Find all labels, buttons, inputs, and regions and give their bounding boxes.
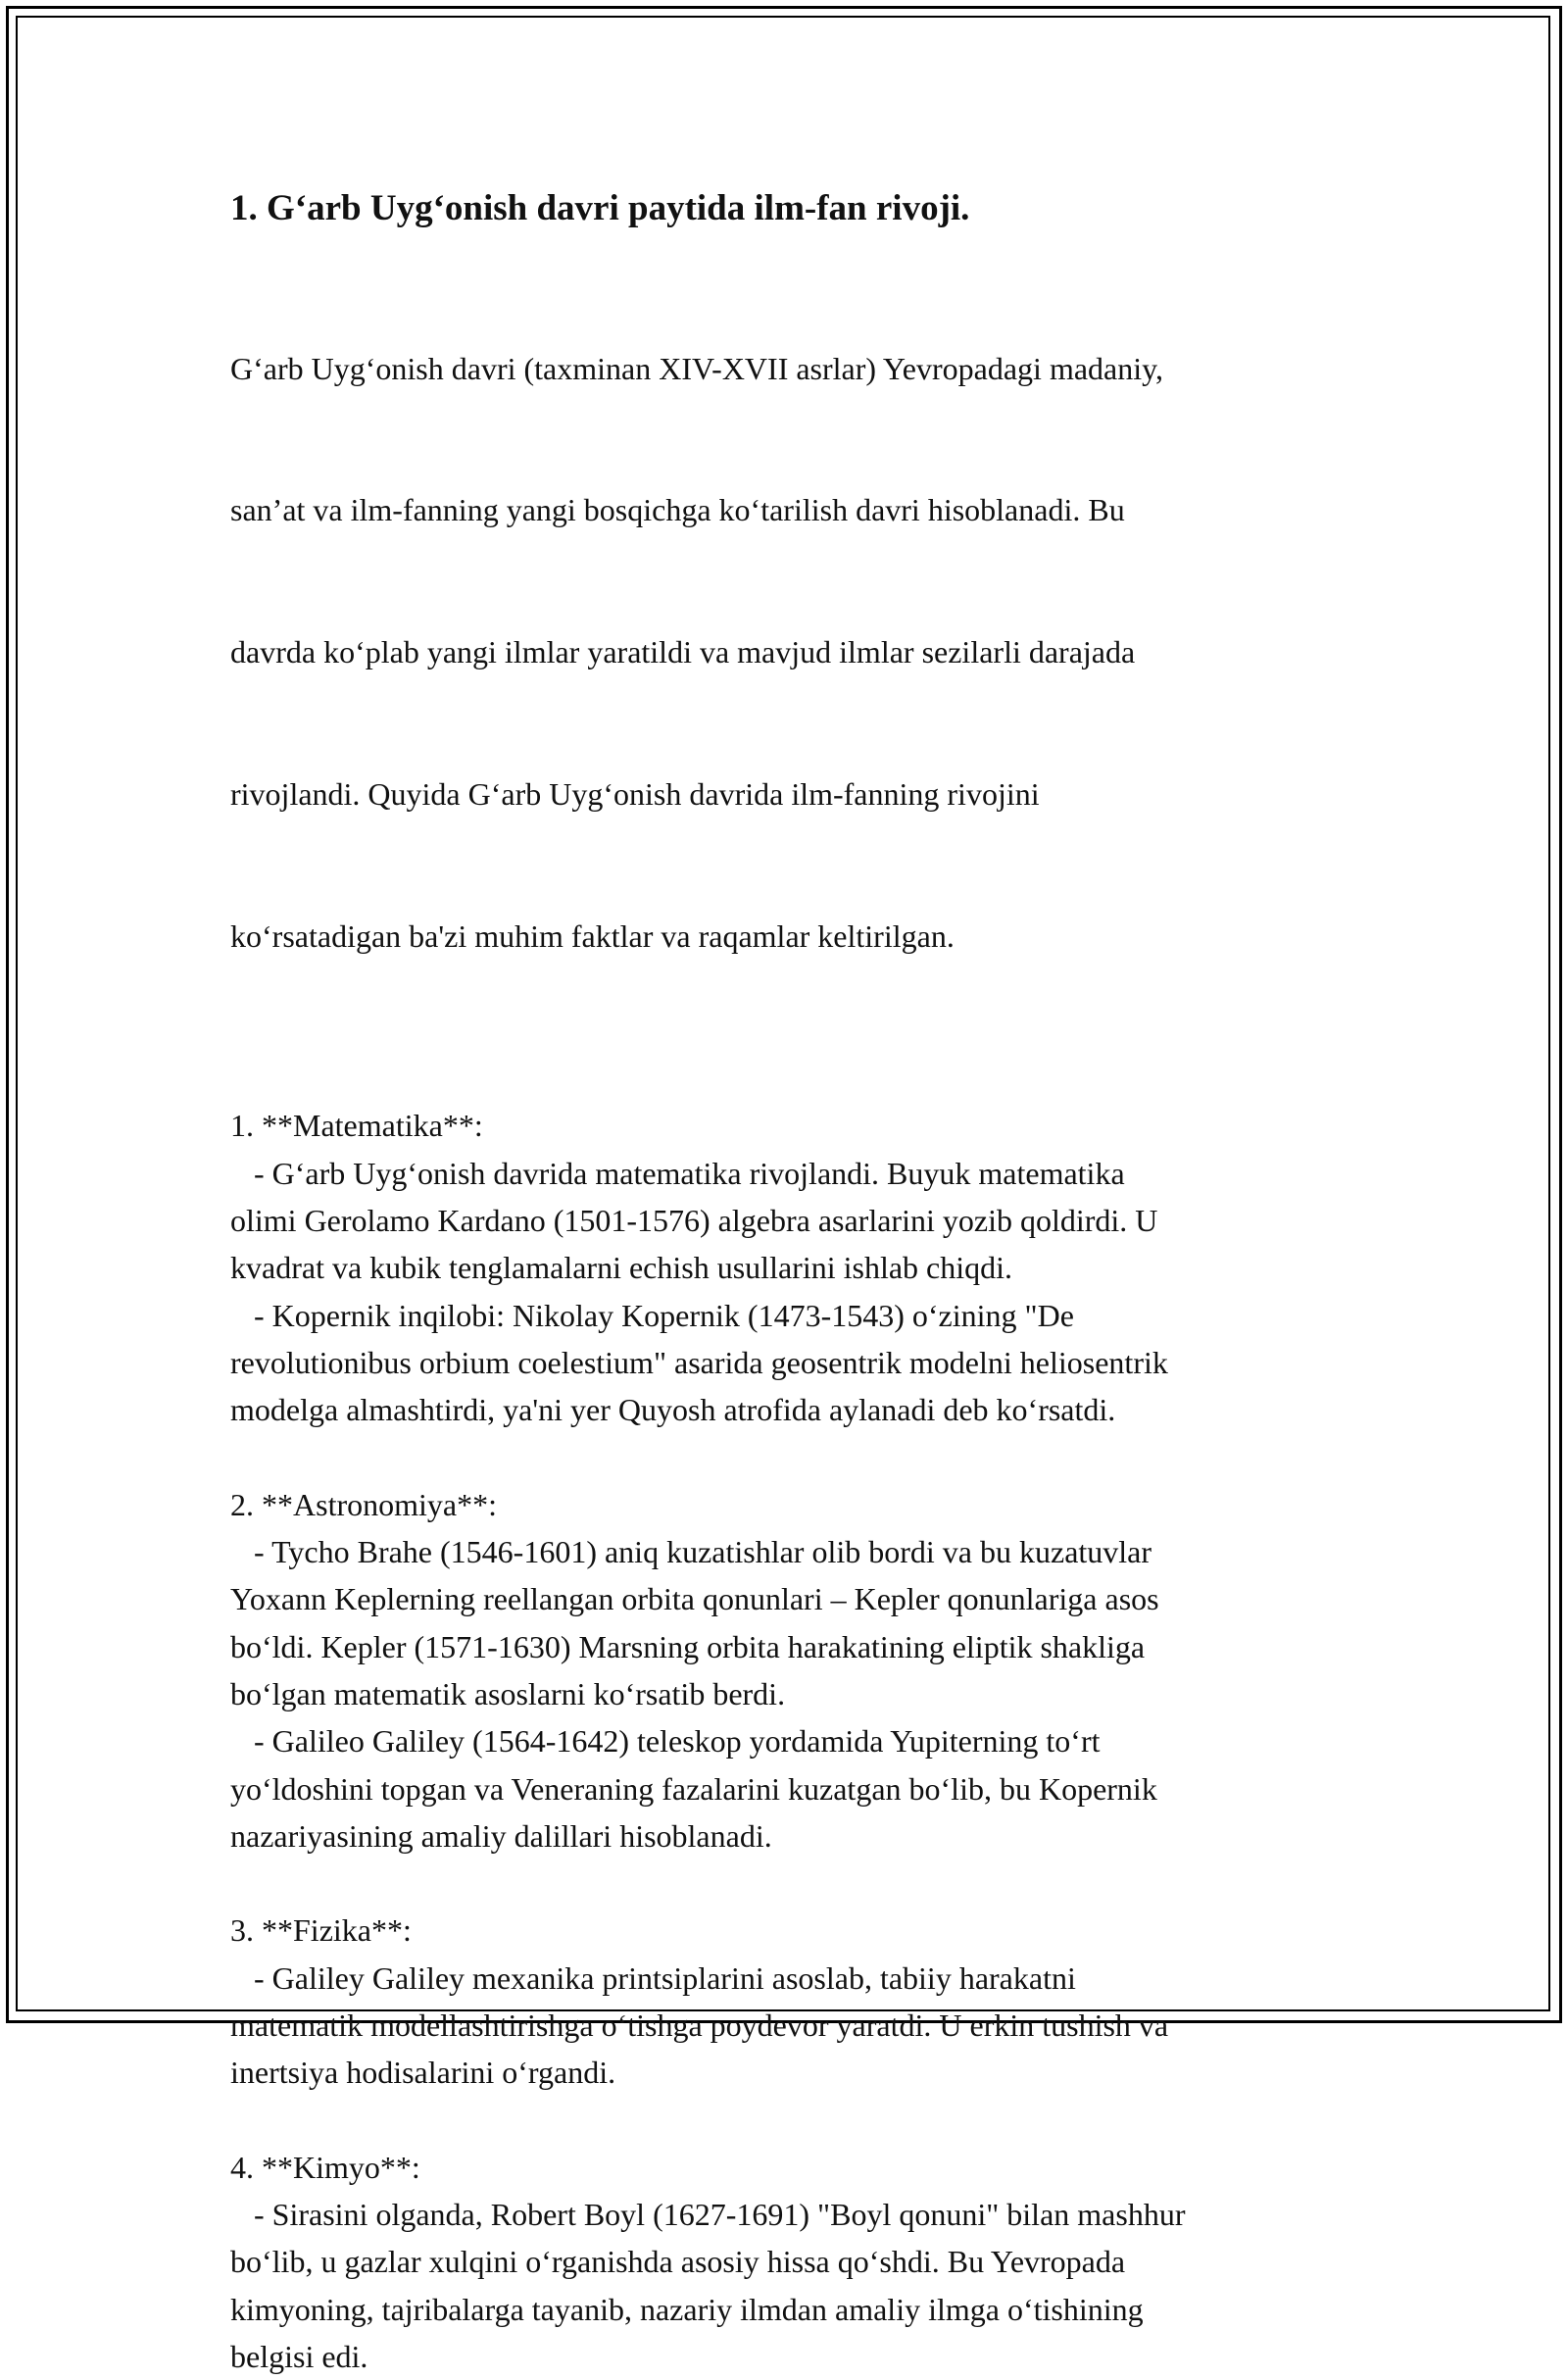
section-heading: 3. **Fizika**: [230,1912,412,1949]
section-heading: 1. **Matematika**: [230,1108,483,1144]
section-astronomiya [230,1481,1348,1859]
section-line: kimyoning, tajribalarga tayanib, nazariy ilmdan amaliy ilmga o‘tishining [230,2291,1144,2327]
intro-line: san’at va ilm-fanning yangi bosqichga ko‘tarilish davri hisoblanadi. Bu [230,492,1125,528]
section-matematika [230,1102,1348,1433]
section-line: modelga almashtirdi, ya'ni yer Quyosh atrofida aylanadi deb ko‘rsatdi. [230,1392,1116,1428]
section-line: nazariyasining amaliy dalillari hisoblanadi. [230,1817,772,1854]
section-line: yo‘ldoshini topgan va Veneraning fazalarini kuzatgan bo‘lib, bu Kopernik [230,1770,1157,1807]
section-heading: 2. **Astronomiya**: [230,1486,497,1522]
section-line: Yoxann Keplerning reellangan orbita qonunlari – Kepler qonunlariga asos [230,1581,1159,1617]
section-line: bo‘ldi. Kepler (1571-1630) Marsning orbita harakatining eliptik shakliga [230,1628,1146,1664]
section-line: matematik modellashtirishga o‘tishga poydevor yaratdi. U erkin tushish va [230,2007,1169,2043]
section-line: belgisi edi. [230,2339,368,2375]
document-body [230,183,1348,2380]
section-line: - Sirasini olganda, Robert Boyl (1627-1691) "Boyl qonuni" bilan mashhur [230,2197,1186,2233]
section-fizika [230,1907,1348,2096]
intro-paragraph [230,250,1348,1055]
intro-line: davrda ko‘plab yangi ilmlar yaratildi va mavjud ilmlar sezilarli darajada [230,634,1136,670]
intro-line: rivojlandi. Quyida G‘arb Uyg‘onish davrida ilm-fanning rivojini [230,776,1040,813]
document-title: 1. G‘arb Uyg‘onish davri paytida ilm-fan rivoji. [230,188,970,228]
section-line: inertsiya hodisalarini o‘rgandi. [230,2055,616,2091]
section-line: - Tycho Brahe (1546-1601) aniq kuzatishlar olib bordi va bu kuzatuvlar [230,1534,1152,1570]
section-line: - Galileo Galiley (1564-1642) teleskop yordamida Yupiterning to‘rt [230,1723,1101,1760]
section-heading: 4. **Kimyo**: [230,2149,420,2185]
section-line: bo‘lib, u gazlar xulqini o‘rganishda asosiy hissa qo‘shdi. Bu Yevropada [230,2244,1126,2280]
intro-line: G‘arb Uyg‘onish davri (taxminan XIV-XVII asrlar) Yevropadagi madaniy, [230,350,1164,386]
section-line: - Kopernik inqilobi: Nikolay Kopernik (1473-1543) o‘zining "De [230,1297,1074,1333]
section-line: bo‘lgan matematik asoslarni ko‘rsatib berdi. [230,1675,786,1711]
section-line: - G‘arb Uyg‘onish davrida matematika rivojlandi. Buyuk matematika [230,1155,1125,1191]
section-line: kvadrat va kubik tenglamalarni echish usullarini ishlab chiqdi. [230,1250,1013,1286]
section-kimyo [230,2144,1348,2380]
section-line: - Galiley Galiley mexanika printsiplarini asoslab, tabiiy harakatni [230,1959,1076,1996]
section-line: revolutionibus orbium coelestium" asarida geosentrik modelni heliosentrik [230,1344,1168,1380]
intro-line: ko‘rsatadigan ba'zi muhim faktlar va raqamlar keltirilgan. [230,918,955,955]
section-line: olimi Gerolamo Kardano (1501-1576) algebra asarlarini yozib qoldirdi. U [230,1202,1158,1238]
